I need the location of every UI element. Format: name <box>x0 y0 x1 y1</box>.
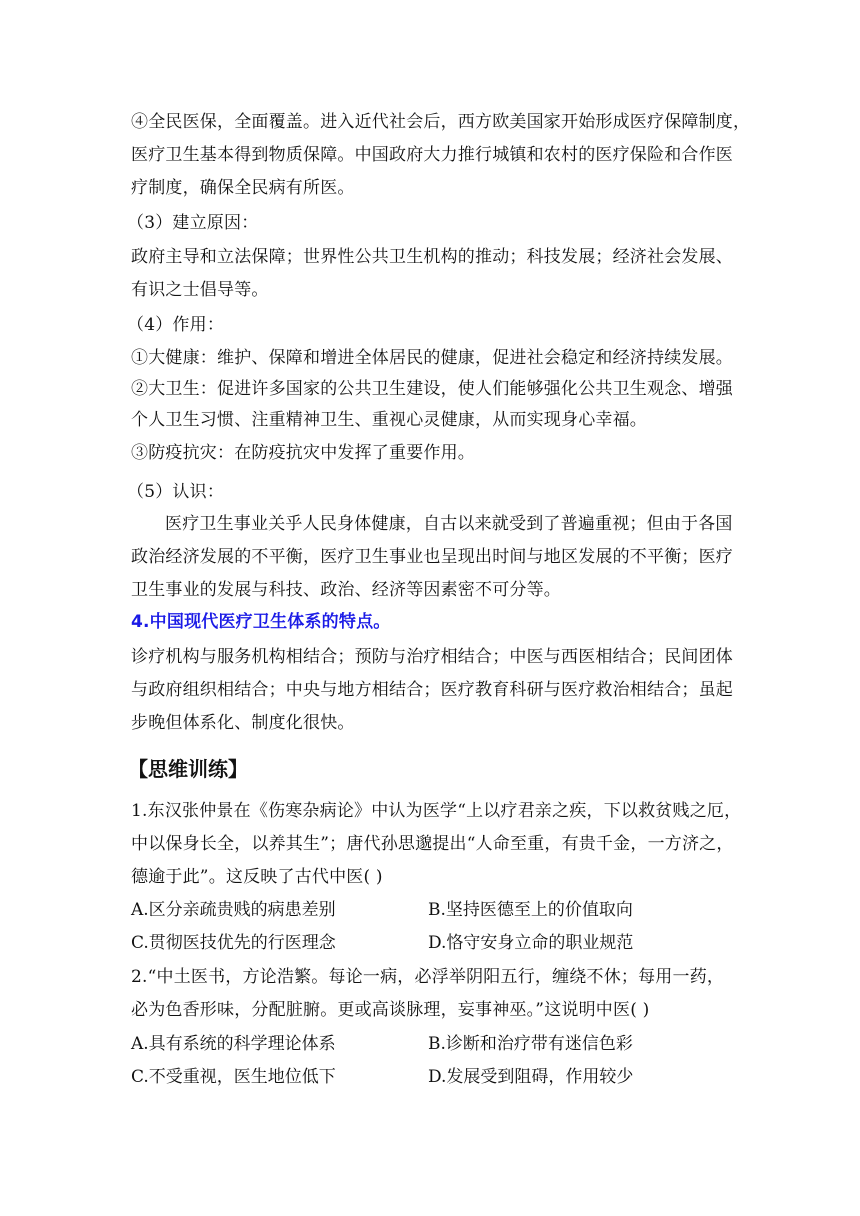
question-stem-line: 必为色香形味，分配脏腑。更或高谈脉理，妄事神巫。”这说明中医( ) <box>131 1000 650 1020</box>
paragraph-line: 个人卫生习惯、注重精神卫生、重视心灵健康，从而实现身心幸福。 <box>131 410 647 430</box>
subheading-understanding: （5）认识： <box>127 482 225 502</box>
paragraph-line: 步晚但体系化、制度化很快。 <box>131 713 355 733</box>
q2-option-d: D.发展受到阻碍，作用较少 <box>428 1067 634 1087</box>
q1-option-b: B.坚持医德至上的价值取向 <box>428 900 633 920</box>
subheading-reasons: （3）建立原因： <box>127 213 259 233</box>
question-stem-line: 中以保身长全，以养其生”；唐代孙思邈提出“人命至重，有贵千金，一方济之， <box>131 834 734 854</box>
question-stem-line: 2.“中土医书，方论浩繁。每论一病，必浮举阴阳五行，缠绕不休；每用一药， <box>131 967 725 987</box>
paragraph-line: 诊疗机构与服务机构相结合；预防与治疗相结合；中医与西医相结合；民间团体 <box>131 647 733 667</box>
q2-option-c: C.不受重视，医生地位低下 <box>131 1067 336 1087</box>
paragraph-line: ③防疫抗灾：在防疫抗灾中发挥了重要作用。 <box>131 443 475 463</box>
paragraph-line: 政治经济发展的不平衡，医疗卫生事业也呈现出时间与地区发展的不平衡；医疗 <box>131 547 733 567</box>
paragraph-line: ②大卫生：促进许多国家的公共卫生建设，使人们能够强化公共卫生观念、增强 <box>131 379 733 399</box>
q1-option-d: D.恪守安身立命的职业规范 <box>428 933 634 953</box>
q1-option-a: A.区分亲疏贵贱的病患差别 <box>131 900 336 920</box>
paragraph-line: 与政府组织相结合；中央与地方相结合；医疗教育科研与医疗救治相结合；虽起 <box>131 680 733 700</box>
q1-option-c: C.贯彻医技优先的行医理念 <box>131 933 336 953</box>
question-stem-line: 德逾于此”。这反映了古代中医( ) <box>131 867 383 887</box>
question-stem-line: 1.东汉张仲景在《伤寒杂病论》中认为医学“上以疗君亲之疾，下以救贫贱之厄， <box>131 801 742 821</box>
q2-option-b: B.诊断和治疗带有迷信色彩 <box>428 1034 633 1054</box>
paragraph-line: 卫生事业的发展与科技、政治、经济等因素密不可分等。 <box>131 580 561 600</box>
section-heading-4: 4.中国现代医疗卫生体系的特点。 <box>131 612 391 632</box>
subheading-effects: （4）作用： <box>127 315 225 335</box>
paragraph-line: 政府主导和立法保障；世界性公共卫生机构的推动；科技发展；经济社会发展、 <box>131 247 733 267</box>
q2-option-a: A.具有系统的科学理论体系 <box>131 1034 336 1054</box>
paragraph-line: 医疗卫生基本得到物质保障。中国政府大力推行城镇和农村的医疗保险和合作医 <box>131 145 733 165</box>
paragraph-line: ④全民医保，全面覆盖。进入近代社会后，西方欧美国家开始形成医疗保障制度， <box>131 112 751 132</box>
paragraph-line: 疗制度，确保全民病有所医。 <box>131 178 355 198</box>
training-heading: 【思维训练】 <box>128 757 248 781</box>
paragraph-line: 有识之士倡导等。 <box>131 280 269 300</box>
paragraph-line: 医疗卫生事业关乎人民身体健康，自古以来就受到了普遍重视；但由于各国 <box>165 514 733 534</box>
paragraph-line: ①大健康：维护、保障和增进全体居民的健康，促进社会稳定和经济持续发展。 <box>131 348 733 368</box>
